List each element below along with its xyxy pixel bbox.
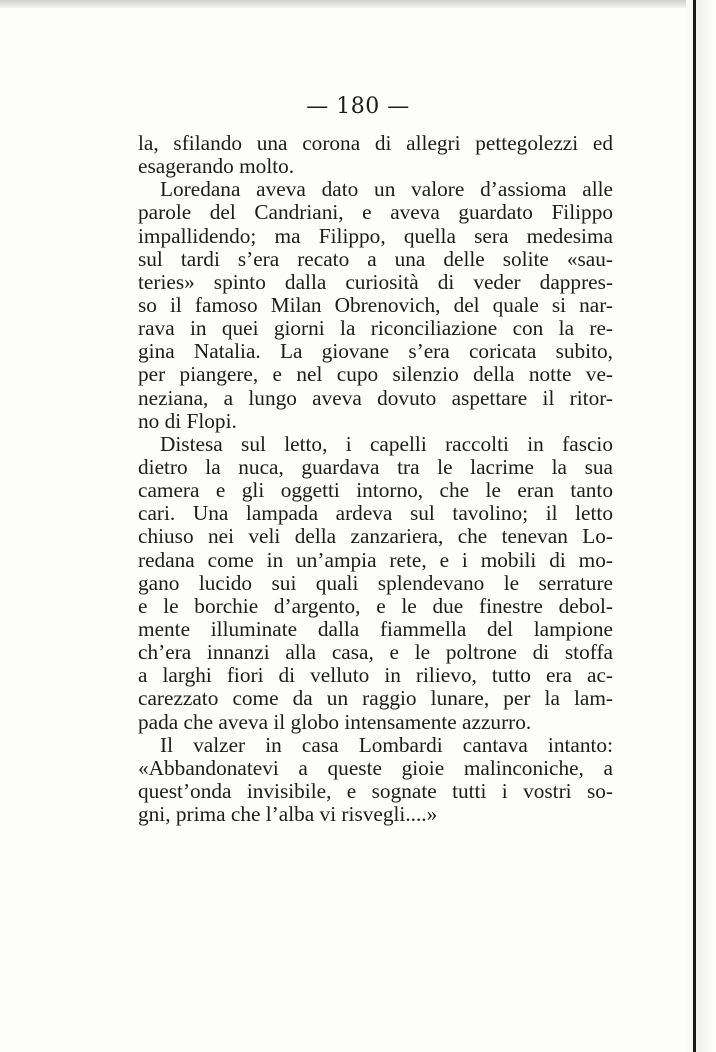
- text-line: camera e gli oggetti intorno, che le eran tanto: [138, 478, 613, 503]
- paragraph: [138, 132, 613, 178]
- text-line: ch’era innanzi alla casa, e le poltrone di stoffa: [138, 640, 613, 665]
- page-right-margin: [686, 0, 716, 1052]
- text-line: sul tardi s’era recato a una delle solite «sau-: [138, 246, 613, 271]
- paragraph: [138, 734, 613, 827]
- text-line: «Abbandonatevi a queste gioie malinconiche, a: [138, 755, 613, 780]
- text-line: no di Flopi.: [138, 408, 237, 433]
- text-line: parole del Candriani, e aveva guardato Filippo: [138, 200, 613, 225]
- text-line: esagerando molto.: [138, 154, 295, 179]
- text-line: e le borchie d’argento, e le due finestre debol-: [138, 593, 613, 618]
- body-text: [138, 132, 613, 826]
- text-line: rava in quei giorni la riconciliazione con la re-: [138, 316, 613, 341]
- page-top-edge: [0, 0, 716, 8]
- text-line: carezzato come da un raggio lunare, per la lam-: [138, 686, 613, 711]
- text-line: Distesa sul letto, i capelli raccolti in fascio: [160, 431, 613, 456]
- page-binding-edge: [693, 0, 696, 1052]
- page-number: — 180 —: [306, 94, 410, 119]
- paragraph: [138, 433, 613, 734]
- text-line: Il valzer in casa Lombardi cantava intanto:: [160, 732, 613, 757]
- text-line: cari. Una lampada ardeva sul tavolino; il letto: [138, 501, 613, 526]
- text-line: quest’onda invisibile, e sognate tutti i vostri so-: [138, 778, 613, 803]
- text-line: mente illuminate dalla fiammella del lampione: [138, 616, 613, 641]
- text-line: a larghi fiori di velluto in rilievo, tutto era ac-: [138, 663, 613, 688]
- text-line: Loredana aveva dato un valore d’assioma alle: [160, 177, 613, 202]
- text-line: teries» spinto dalla curiosità di veder dappres-: [138, 269, 613, 294]
- text-line: gano lucido sui quali splendevano le serrature: [138, 570, 613, 595]
- text-line: neziana, a lungo aveva dovuto aspettare il ritor-: [138, 385, 613, 410]
- text-line: redana come in un’ampia rete, e i mobili di mo-: [138, 547, 613, 572]
- text-line: pada che aveva il globo intensamente azzurro.: [138, 709, 532, 734]
- text-line: per piangere, e nel cupo silenzio della notte ve-: [138, 362, 613, 387]
- text-line: gina Natalia. La giovane s’era coricata subito,: [138, 339, 613, 364]
- paragraph: [138, 178, 613, 433]
- text-line: impallidendo; ma Filippo, quella sera medesima: [138, 223, 613, 248]
- text-line: gni, prima che l’alba vi risvegli....»: [138, 802, 438, 827]
- text-line: chiuso nei veli della zanzariera, che tenevan Lo-: [138, 524, 613, 549]
- text-line: so il famoso Milan Obrenovich, del quale si nar-: [138, 292, 613, 317]
- text-line: dietro la nuca, guardava tra le lacrime la sua: [138, 454, 613, 479]
- text-line: la, sfilando una corona di allegri pettegolezzi ed: [138, 131, 613, 155]
